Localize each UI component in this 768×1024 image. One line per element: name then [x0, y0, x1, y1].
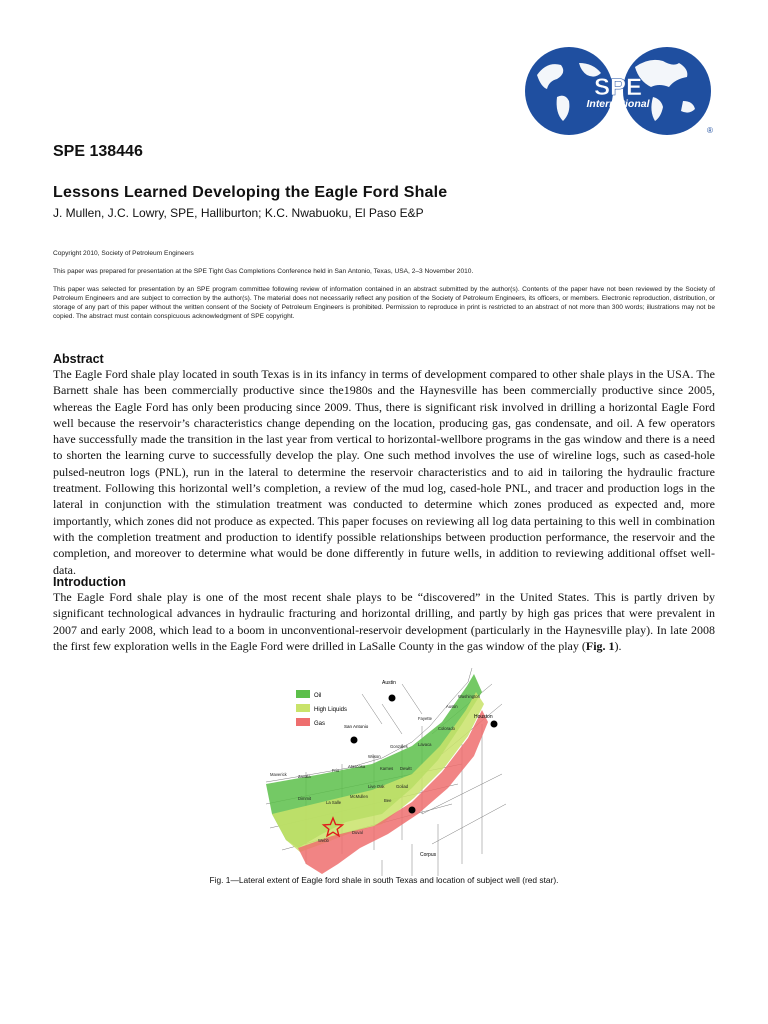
- legend-oil: Oil: [314, 693, 322, 699]
- county-goliad: Goliad: [396, 784, 409, 789]
- legend-gas: Gas: [314, 721, 326, 727]
- logo-spe: SPE: [593, 74, 643, 101]
- county-bee: Bee: [384, 798, 392, 803]
- logo-international: International: [586, 98, 650, 110]
- county-fayette: Fayette: [418, 716, 432, 721]
- presentation-notice: This paper was prepared for presentation at the SPE Tight Gas Completions Conference held in San Antonio, Texas, USA, 2–3 November 2010.: [53, 268, 474, 275]
- introduction-text: [53, 589, 715, 654]
- abstract-text: The Eagle Ford shale play located in south Texas is in its infancy in terms of development compared to other shale plays in the USA. The Barnett shale has been commercially productive since the1980s and the Haynesville has been commercially productive since 2005, whereas the Eagle Ford has only been producing since 2009. Thus, there is significant risk involved in drilling a horizontal Eagle Ford well because the reservoir’s characteristics change depending on the location, producing gas, gas condensate, and oil. A few operators have successfully made the transition in the last year from vertical to horizontal-wellbore programs in the gas window and there is a need to shorten the learning curve to successfully develop the play. One such method involves the use of wireline logs, such as cased-hole pulsed-neutron logs (PNL), run in the lateral to determine the reservoir characteristics and to aid in tailoring the hydraulic fracture treatment. Following this horizontal well’s completion, a review of the mud log, cased-hole PNL, and tracer and production logs in the lateral in conjunction with the stimulation treatment was conducted to determine which zones produced as expected and, more importantly, which zones did not produce as expected. This paper focuses on reviewing all log data pertaining to this well in combination with the completion treatment and production to identify possible relationships between production performance, the reservoir and the completion, and moreover to determine what would be done differently in future wells, in addition to reviewing additional offset well-data.: [53, 367, 715, 577]
- disclaimer-notice: This paper was selected for presentation by an SPE program committee following review of information contained in an abstract submitted by the author(s). Contents of the paper have not been reviewed by the Society of Petroleum Engineers and are subject to correction by the author(s). The material does not necessarily reflect any position of the Society of Petroleum Engineers, its officers, or members. Electronic reproduction, distribution, or storage of any part of this paper without the written consent of the Society of Petroleum Engineers is prohibited. Permission to reproduce in print is restricted to an abstract of not more than 300 words; illustrations may not be copied. The abstract must contain conspicuous acknowledgment of SPE copyright.: [53, 286, 715, 320]
- county-lavaca: Lavaca: [418, 742, 432, 747]
- county-washington: Washington: [458, 694, 480, 699]
- county-colorado: Colorado: [438, 726, 455, 731]
- legend-high-liquids: High Liquids: [314, 707, 348, 713]
- logo-registered-mark: ®: [707, 126, 713, 135]
- figure-caption: Fig. 1—Lateral extent of Eagle ford shale in south Texas and location of subject well (red star).: [209, 875, 559, 885]
- paper-title: Lessons Learned Developing the Eagle Ford Shale: [53, 184, 448, 201]
- city-corpus: Corpus: [420, 852, 437, 858]
- introduction-text-body: The Eagle Ford shale play is one of the most recent shale plays to be “discovered” in the United States. This is partly driven by significant technological advances in hydraulic fracturing and horizontal drilling, and partly by high gas prices that were prevalent in 2007 and early 2008, which lead to a boom in unconventional-reservoir development (particularly in the Haynesville play). In late 2008 the first few exploration wells in the Eagle Ford were drilled in LaSalle County in the gas window of the play (: [53, 590, 715, 653]
- copyright-notice: Copyright 2010, Society of Petroleum Engineers: [53, 250, 194, 257]
- city-austin: Austin: [382, 680, 396, 686]
- county-austin: Austin: [446, 704, 458, 709]
- county-frio: Frio: [332, 768, 340, 773]
- county-maverick: Maverick: [270, 772, 287, 777]
- county-duval: Duval: [352, 830, 363, 835]
- introduction-heading: Introduction: [53, 575, 126, 589]
- county-mcmullen: McMullen: [350, 794, 368, 799]
- county-dewitt: Dewitt: [400, 766, 412, 771]
- county-wilson: Wilson: [368, 754, 381, 759]
- county-gonzales: Gonzales: [390, 744, 408, 749]
- figure-reference: Fig. 1: [585, 638, 615, 653]
- county-atascosa: Atascosa: [348, 764, 366, 769]
- introduction-text-end: ).: [614, 638, 622, 653]
- city-san-antonio: San Antonio: [344, 724, 369, 729]
- authors: J. Mullen, J.C. Lowry, SPE, Halliburton; K.C. Nwabuoku, El Paso E&P: [53, 206, 424, 220]
- county-webb: Webb: [318, 838, 329, 843]
- spe-international-logo: [523, 45, 717, 137]
- abstract-heading: Abstract: [53, 352, 104, 366]
- paper-number: SPE 138446: [53, 143, 143, 160]
- county-live-oak: Live Oak: [368, 784, 385, 789]
- county-dimmit: Dimmit: [298, 796, 312, 801]
- county-zavala: Zavala: [298, 774, 311, 779]
- county-karnes: Karnes: [380, 766, 394, 771]
- eagle-ford-map: [262, 664, 506, 876]
- city-houston: Houston: [474, 714, 493, 720]
- county-la-salle: La Salle: [326, 800, 342, 805]
